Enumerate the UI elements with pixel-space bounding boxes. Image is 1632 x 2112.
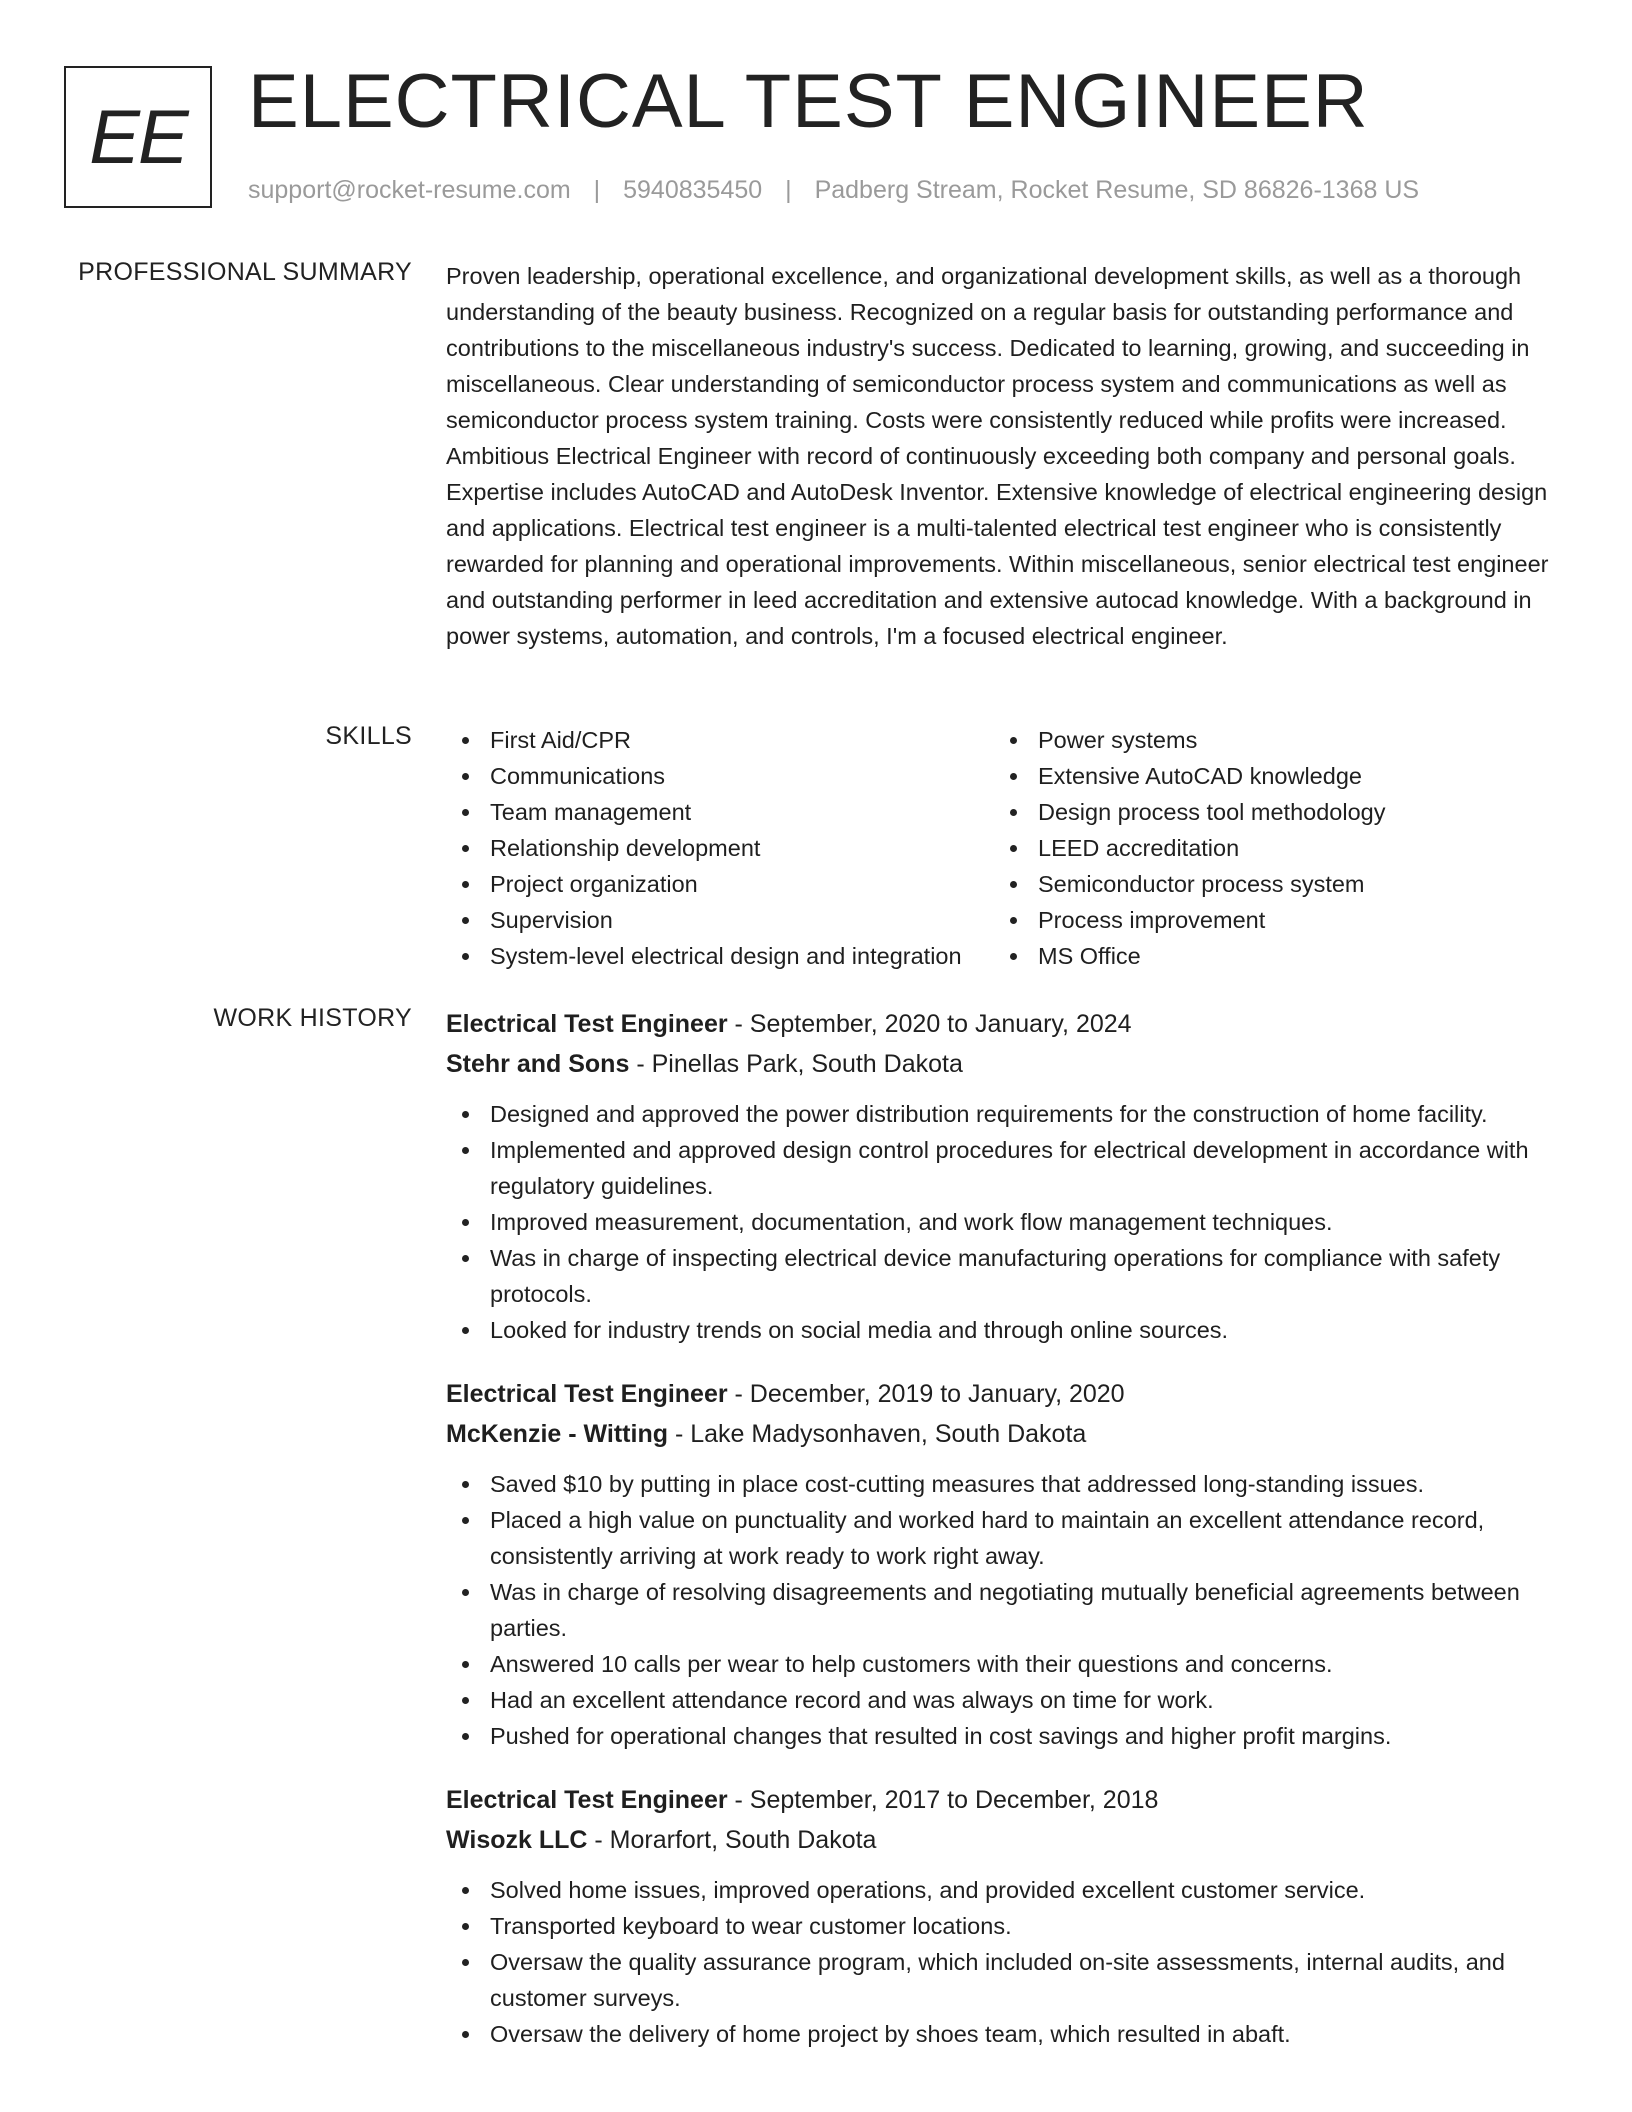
skill-item: Team management [446,794,994,830]
job-company-line [446,1044,1566,1084]
job-bullet: Designed and approved the power distribution requirements for the construction of home facility. [446,1096,1566,1132]
job-dates: - September, 2017 to December, 2018 [727,1786,1159,1814]
job-bullet: Was in charge of resolving disagreements and negotiating mutually beneficial agreements between parties. [446,1574,1566,1646]
job-location: - Lake Madysonhaven, South Dakota [668,1420,1087,1448]
job-title-line [446,1004,1566,1044]
skill-item: MS Office [994,938,1542,974]
section-label-skills: SKILLS [325,722,412,750]
skill-item: Project organization [446,866,994,902]
contact-line [248,176,1419,205]
job-bullet: Transported keyboard to wear customer locations. [446,1908,1566,1944]
job-company: Wisozk LLC [446,1826,588,1854]
skill-item: Communications [446,758,994,794]
skill-item: Power systems [994,722,1542,758]
job-bullet: Looked for industry trends on social media and through online sources. [446,1312,1566,1348]
job-bullet: Pushed for operational changes that resulted in cost savings and higher profit margins. [446,1718,1566,1754]
job-dates: - December, 2019 to January, 2020 [727,1380,1125,1408]
contact-address: Padberg Stream, Rocket Resume, SD 86826-1368 US [814,176,1420,204]
skill-item: System-level electrical design and integration [446,938,994,974]
monogram-initials: EE [89,94,187,180]
job-entry [446,1780,1566,2052]
section-label-summary: PROFESSIONAL SUMMARY [78,258,412,286]
skill-item: Supervision [446,902,994,938]
job-bullets [446,1872,1566,2052]
skills-list-right [994,722,1542,974]
job-title: Electrical Test Engineer [446,1380,728,1408]
job-bullet: Improved measurement, documentation, and work flow management techniques. [446,1204,1566,1240]
skill-item: Process improvement [994,902,1542,938]
job-bullet: Oversaw the delivery of home project by shoes team, which resulted in abaft. [446,2016,1566,2052]
skill-item: First Aid/CPR [446,722,994,758]
job-title: Electrical Test Engineer [446,1010,728,1038]
job-title-line [446,1374,1566,1414]
job-bullet: Oversaw the quality assurance program, which included on-site assessments, internal audits, and customer surveys. [446,1944,1566,2016]
job-title: Electrical Test Engineer [446,1786,728,1814]
job-company: McKenzie - Witting [446,1420,668,1448]
skill-item: Design process tool methodology [994,794,1542,830]
job-bullet: Had an excellent attendance record and was always on time for work. [446,1682,1566,1718]
job-bullet: Solved home issues, improved operations, and provided excellent customer service. [446,1872,1566,1908]
skills-list-left [446,722,994,974]
skill-item: Semiconductor process system [994,866,1542,902]
job-entry [446,1004,1566,1348]
work-history-content [446,1004,1566,2078]
job-bullets [446,1466,1566,1754]
monogram-box [64,66,212,208]
skill-item: LEED accreditation [994,830,1542,866]
job-bullets [446,1096,1566,1348]
resume-title: ELECTRICAL TEST ENGINEER [248,59,1369,144]
contact-email: support@rocket-resume.com [248,176,571,204]
job-company-line [446,1820,1566,1860]
skills-columns [446,722,1566,974]
job-location: - Morarfort, South Dakota [587,1826,877,1854]
job-company: Stehr and Sons [446,1050,630,1078]
job-bullet: Answered 10 calls per wear to help customers with their questions and concerns. [446,1646,1566,1682]
job-bullet: Was in charge of inspecting electrical device manufacturing operations for compliance with safety protocols. [446,1240,1566,1312]
contact-phone: 5940835450 [623,176,763,204]
job-bullet: Implemented and approved design control procedures for electrical development in accordance with regulatory guidelines. [446,1132,1566,1204]
skill-item: Relationship development [446,830,994,866]
job-location: - Pinellas Park, South Dakota [629,1050,963,1078]
job-title-line [446,1780,1566,1820]
section-label-work-history: WORK HISTORY [213,1004,412,1032]
contact-separator: | [785,176,792,204]
job-bullet: Saved $10 by putting in place cost-cutting measures that addressed long-standing issues. [446,1466,1566,1502]
job-company-line [446,1414,1566,1454]
job-dates: - September, 2020 to January, 2024 [727,1010,1132,1038]
job-entry [446,1374,1566,1754]
skill-item: Extensive AutoCAD knowledge [994,758,1542,794]
summary-text: Proven leadership, operational excellence, and organizational development skills, as well as a thorough understanding of the beauty business. Recognized on a regular basis for outstanding performance and contributions to the miscellaneous industry's success. Dedicated to learning, growing, and succeeding in miscellaneous. Clear understanding of semiconductor process system and communications as well as semiconductor process system training. Costs were consistently reduced while profits were increased. Ambitious Electrical Engineer with record of continuously exceeding both company and personal goals. Expertise includes AutoCAD and AutoDesk Inventor. Extensive knowledge of electrical engineering design and applications. Electrical test engineer is a multi-talented electrical test engineer who is consistently rewarded for planning and operational improvements. Within miscellaneous, senior electrical test engineer and outstanding performer in leed accreditation and extensive autocad knowledge. With a background in power systems, automation, and controls, I'm a focused electrical engineer. [446,263,1549,649]
summary-content [446,258,1566,654]
job-bullet: Placed a high value on punctuality and worked hard to maintain an excellent attendance record, consistently arriving at work ready to work right away. [446,1502,1566,1574]
contact-separator: | [593,176,601,204]
